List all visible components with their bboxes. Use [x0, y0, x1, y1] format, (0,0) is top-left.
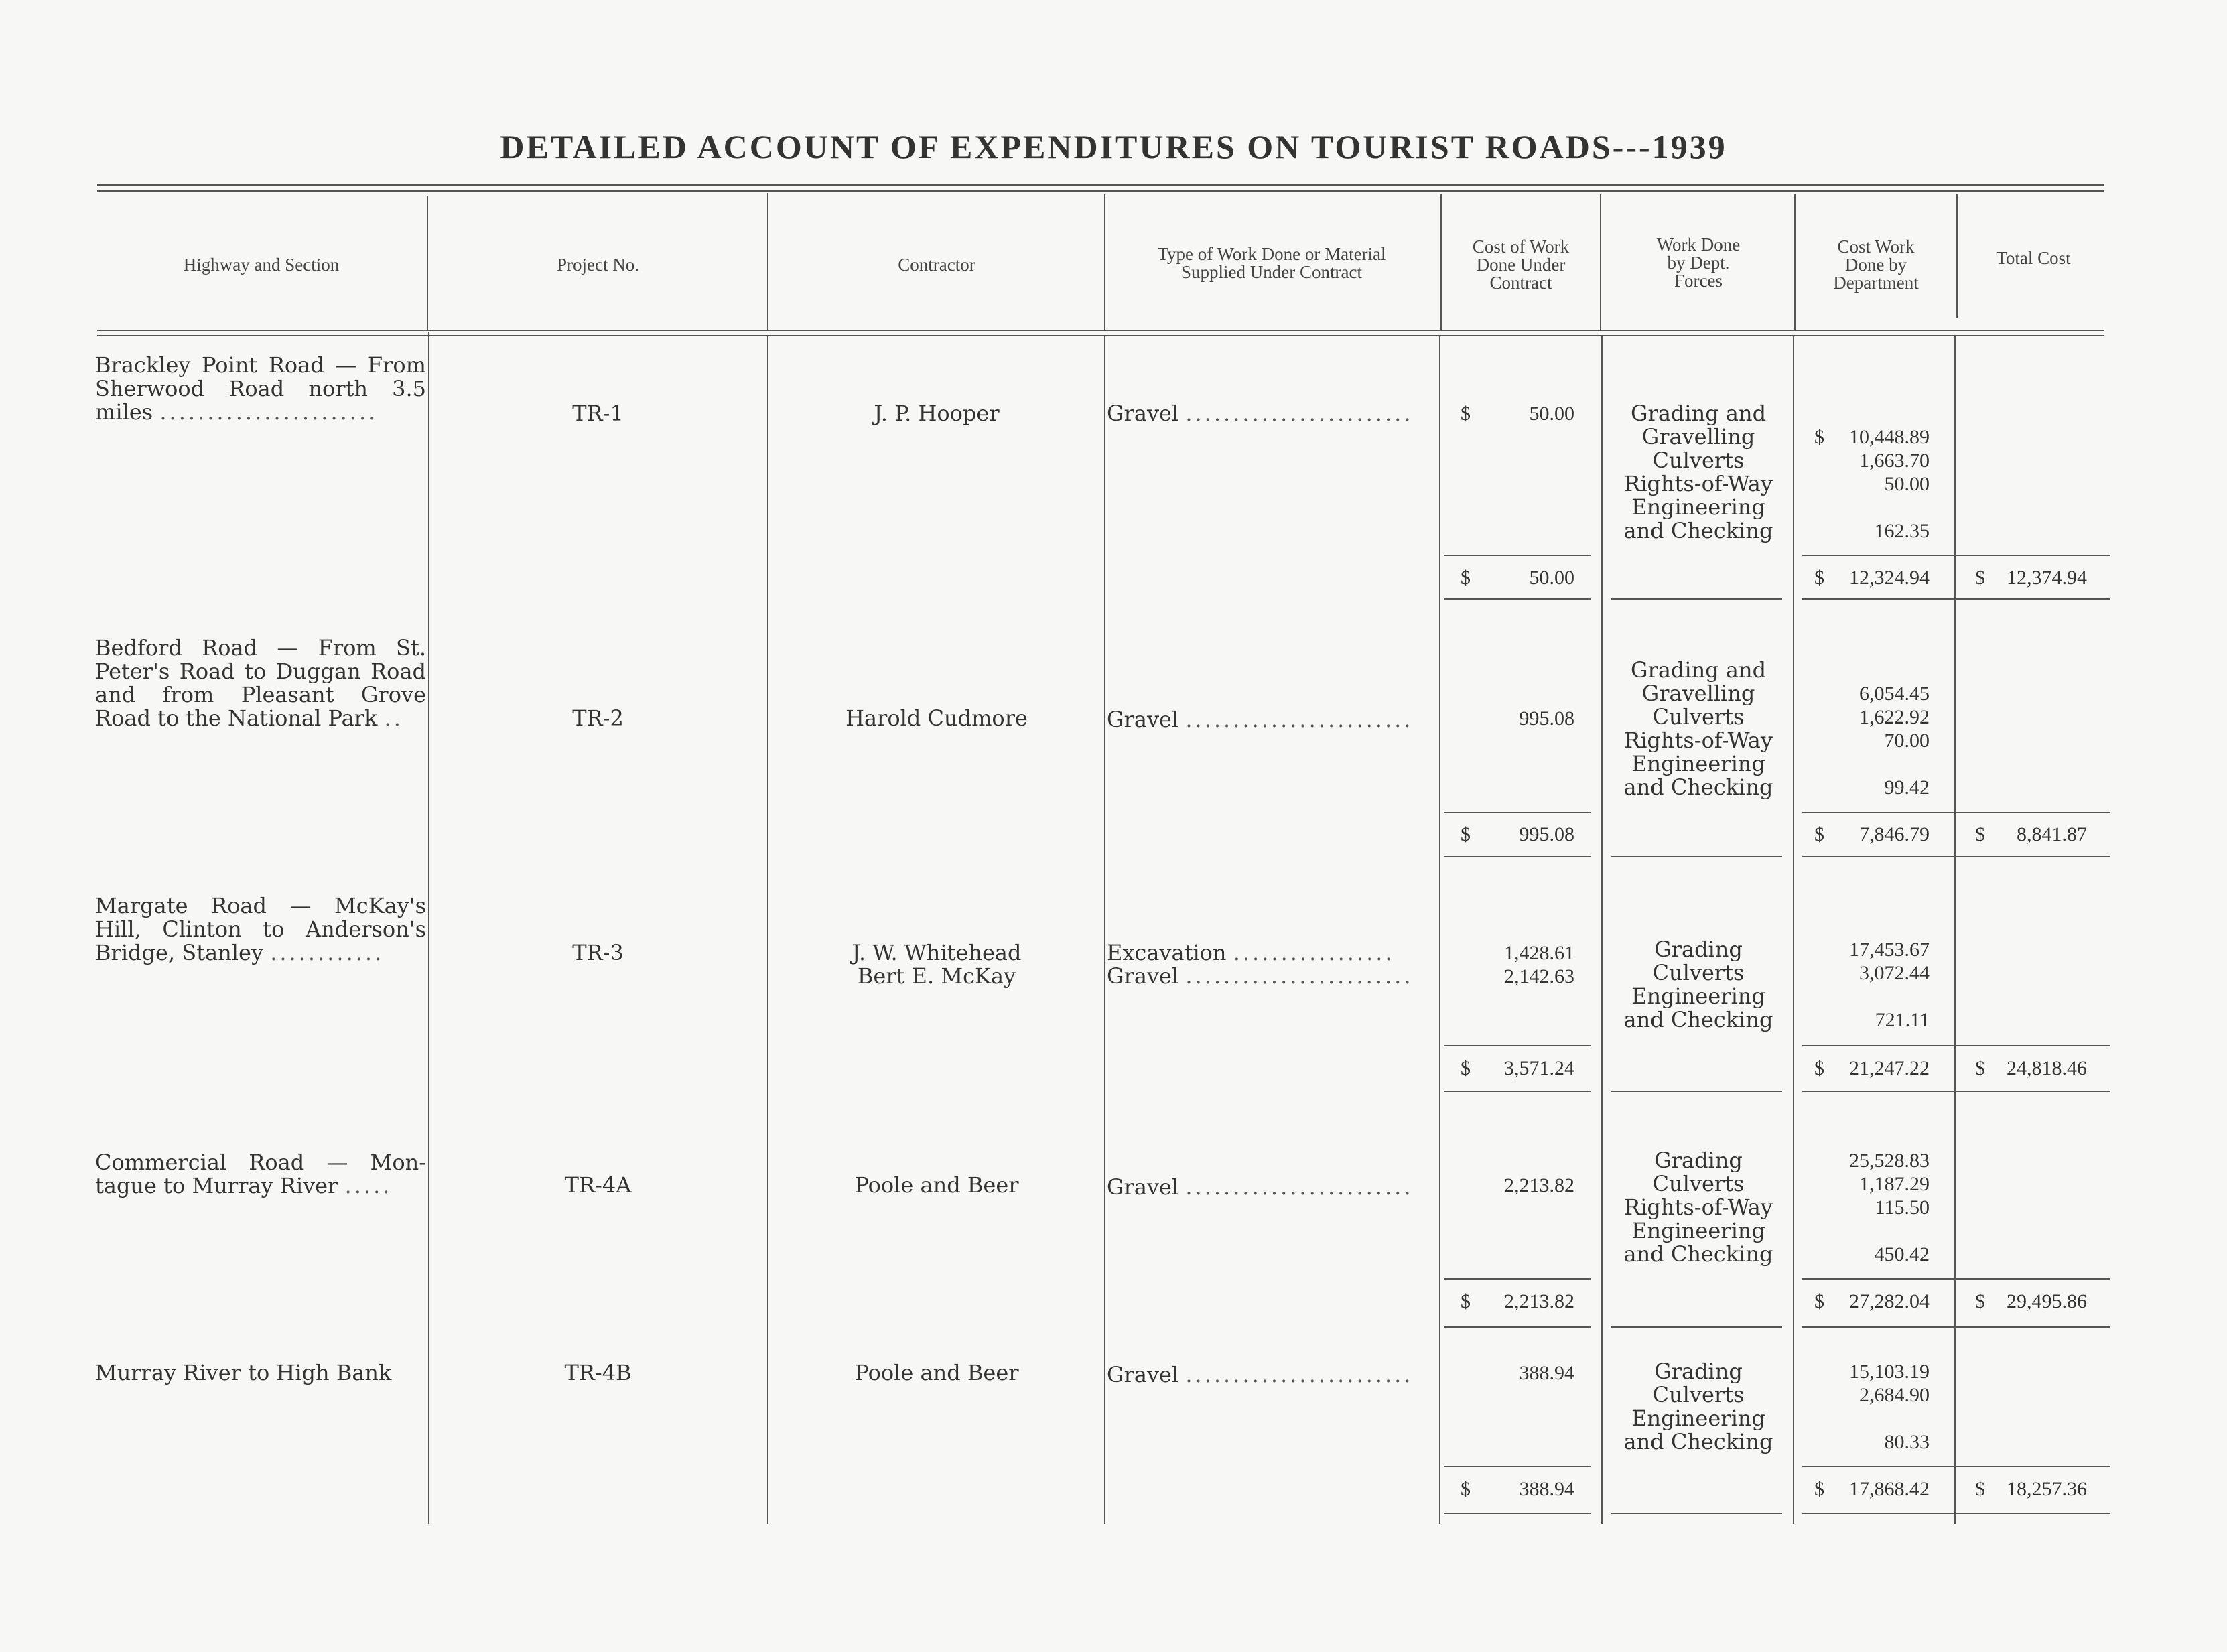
- subtotal-rule: [1802, 812, 2110, 813]
- page-title: DETAILED ACCOUNT OF EXPENDITURES ON TOURIST ROADS---1939: [500, 128, 1727, 165]
- work-type: Gravel ........................: [1107, 963, 1414, 989]
- header-divider: [427, 196, 428, 330]
- highway-line: tague to Murray River: [95, 1174, 338, 1198]
- dollar-sign: $: [1975, 1478, 1985, 1500]
- header-type-of-work: Type of Work Done or Material Supplied Under Contract: [1157, 243, 1386, 282]
- highway-line: Road to the National Park: [95, 707, 378, 730]
- row-end-rule: [1611, 598, 1782, 600]
- dept-work-list: Grading and Gravelling Culverts Rights-of-Way Engineering and Checking: [1623, 657, 1773, 800]
- header-contractor: Contractor: [898, 254, 975, 275]
- header-divider: [1794, 194, 1796, 330]
- highway-section: [95, 1361, 426, 1385]
- subtotal-rule: [1444, 1045, 1591, 1046]
- header-project: Project No.: [557, 254, 639, 275]
- subtotal-rule: [1802, 1045, 2110, 1046]
- header-divider: [1956, 194, 1958, 318]
- leader-dots: .....: [344, 1174, 393, 1198]
- header-total: Total Cost: [1996, 247, 2071, 268]
- row-end-rule: [1611, 1326, 1782, 1328]
- highway-line: Hill, Clinton to Anderson's: [95, 918, 426, 941]
- contractor-name: Poole and Beer: [854, 1360, 1019, 1385]
- dept-cost-list: 6,054.45 1,622.92 70.00 99.42: [1859, 683, 1930, 799]
- header-divider: [767, 193, 768, 330]
- row-end-rule: [1444, 1091, 1591, 1092]
- subtotal-contract: 995.08: [1519, 823, 1574, 845]
- dollar-sign: $: [1975, 823, 1985, 845]
- highway-section: [95, 354, 426, 424]
- subtotal-rule: [1444, 555, 1591, 556]
- header-rule-top: [97, 330, 2104, 331]
- highway-line: miles: [95, 401, 153, 424]
- dollar-sign: $: [1814, 1057, 1824, 1079]
- title-rule-bottom: [97, 190, 2104, 192]
- row-end-rule: [1611, 1091, 1782, 1092]
- work-type: Excavation .................: [1107, 940, 1395, 965]
- row-total: 24,818.46: [2007, 1057, 2087, 1079]
- highway-line: Bedford Road — From St.: [95, 636, 426, 660]
- subtotal-dept: 17,868.42: [1849, 1478, 1930, 1500]
- subtotal-rule: [1444, 1278, 1591, 1280]
- highway-line: Bridge, Stanley: [95, 941, 264, 965]
- highway-line: Commercial Road — Mon-: [95, 1151, 426, 1174]
- title-rule-top: [97, 184, 2104, 186]
- header-rule-bottom: [97, 335, 2104, 336]
- header-cost-contract: Cost of Work Done Under Contract: [1472, 236, 1570, 293]
- row-end-rule: [1444, 1326, 1591, 1328]
- subtotal-rule: [1444, 1466, 1591, 1467]
- contract-cost: 388.94: [1519, 1362, 1574, 1384]
- row-total: 8,841.87: [2017, 823, 2087, 845]
- highway-section: [95, 1151, 426, 1198]
- subtotal-rule: [1444, 812, 1591, 813]
- subtotal-contract: 388.94: [1519, 1478, 1574, 1500]
- dollar-sign: $: [1975, 1057, 1985, 1079]
- dollar-sign: $: [1461, 1057, 1471, 1079]
- row-end-rule: [1802, 1091, 2110, 1092]
- row-total: 29,495.86: [2007, 1290, 2087, 1312]
- highway-section: [95, 894, 426, 965]
- highway-line: Peter's Road to Duggan Road: [95, 660, 426, 683]
- dept-work-list: Grading Culverts Engineering and Checking: [1623, 937, 1773, 1032]
- column-divider: [1104, 335, 1105, 1524]
- project-number: TR-1: [572, 401, 624, 426]
- row-end-rule: [1444, 856, 1591, 857]
- dollar-sign: $: [1975, 1290, 1985, 1312]
- dollar-sign: $: [1461, 1478, 1471, 1500]
- dept-cost-list: 17,453.67 3,072.44 721.11: [1849, 939, 1930, 1031]
- header-divider: [1600, 194, 1601, 330]
- highway-line: and from Pleasant Grove: [95, 683, 426, 707]
- subtotal-dept: 21,247.22: [1849, 1057, 1930, 1079]
- project-number: TR-4A: [564, 1172, 632, 1198]
- column-divider: [1439, 335, 1440, 1524]
- highway-line: Sherwood Road north 3.5: [95, 377, 426, 401]
- dept-work-list: Grading and Gravelling Culverts Rights-of-Way Engineering and Checking: [1623, 401, 1773, 543]
- work-type: Gravel ........................: [1107, 401, 1414, 426]
- subtotal-dept: 12,324.94: [1849, 567, 1930, 589]
- row-end-rule: [1802, 856, 2110, 857]
- project-number: TR-3: [572, 940, 624, 965]
- project-number: TR-2: [572, 705, 624, 731]
- dollar-sign: $: [1461, 403, 1471, 425]
- dollar-sign: $: [1814, 1290, 1824, 1312]
- dollar-sign: $: [1814, 567, 1824, 589]
- leader-dots: ............: [270, 941, 385, 965]
- work-type: Gravel ........................: [1107, 707, 1414, 732]
- row-end-rule: [1802, 1326, 2110, 1328]
- dept-cost-list: 15,103.19 2,684.90 80.33: [1849, 1361, 1930, 1453]
- row-end-rule: [1802, 598, 2110, 600]
- row-end-rule: [1611, 1513, 1782, 1514]
- dollar-sign: $: [1461, 567, 1471, 589]
- row-end-rule: [1444, 1513, 1591, 1514]
- highway-line: Brackley Point Road — From: [95, 354, 426, 377]
- column-divider: [428, 332, 429, 1524]
- dollar-sign: $: [1461, 1290, 1471, 1312]
- contractor-name: Poole and Beer: [854, 1172, 1019, 1198]
- contractor-name: J. P. Hooper: [874, 401, 1000, 426]
- subtotal-rule: [1802, 1466, 2110, 1467]
- row-end-rule: [1444, 598, 1591, 600]
- dept-cost-list: 10,448.89 1,663.70 50.00 162.35: [1849, 426, 1930, 542]
- contractor-name: J. W. Whitehead: [852, 940, 1022, 965]
- dollar-sign: $: [1461, 823, 1471, 845]
- column-divider: [767, 335, 768, 1524]
- column-divider: [1793, 335, 1794, 1524]
- contract-cost: 2,213.82: [1504, 1174, 1574, 1196]
- subtotal-dept: 7,846.79: [1859, 823, 1930, 845]
- row-total: 18,257.36: [2007, 1478, 2087, 1500]
- highway-line: Murray River to High Bank: [95, 1361, 392, 1385]
- row-end-rule: [1611, 856, 1782, 857]
- leader-dots: .......................: [159, 401, 379, 424]
- highway-line: Margate Road — McKay's: [95, 894, 426, 918]
- column-divider: [1954, 335, 1956, 1524]
- subtotal-dept: 27,282.04: [1849, 1290, 1930, 1312]
- header-work-dept: Work Done by Dept. Forces: [1656, 234, 1741, 291]
- contract-cost: 50.00: [1529, 403, 1574, 425]
- row-total: 12,374.94: [2007, 567, 2087, 589]
- header-highway: Highway and Section: [183, 254, 340, 275]
- subtotal-contract: 50.00: [1529, 567, 1574, 589]
- dept-work-list: Grading Culverts Rights-of-Way Engineering and Checking: [1623, 1148, 1773, 1267]
- subtotal-rule: [1802, 1278, 2110, 1280]
- header-divider: [1440, 194, 1442, 330]
- column-divider: [1601, 335, 1603, 1524]
- dollar-sign: $: [1975, 567, 1985, 589]
- subtotal-contract: 3,571.24: [1504, 1057, 1574, 1079]
- contractor-name: Bert E. McKay: [857, 963, 1016, 989]
- project-number: TR-4B: [564, 1360, 632, 1385]
- dollar-sign: $: [1814, 426, 1824, 448]
- dept-cost-list: 25,528.83 1,187.29 115.50 450.42: [1849, 1150, 1930, 1265]
- header-cost-dept: Cost Work Done by Department: [1833, 236, 1919, 293]
- work-type: Gravel ........................: [1107, 1362, 1414, 1387]
- row-end-rule: [1802, 1513, 2110, 1514]
- contract-cost-list: 1,428.61 2,142.63: [1504, 942, 1574, 987]
- header-divider: [1104, 194, 1105, 330]
- subtotal-contract: 2,213.82: [1504, 1290, 1574, 1312]
- dollar-sign: $: [1814, 1478, 1824, 1500]
- dept-work-list: Grading Culverts Engineering and Checking: [1623, 1359, 1773, 1454]
- dollar-sign: $: [1814, 823, 1824, 845]
- contractor-name: Harold Cudmore: [846, 705, 1028, 731]
- leader-dots: ..: [384, 707, 403, 730]
- highway-section: [95, 636, 426, 730]
- contract-cost: 995.08: [1519, 707, 1574, 730]
- work-type: Gravel ........................: [1107, 1174, 1414, 1200]
- subtotal-rule: [1802, 555, 2110, 556]
